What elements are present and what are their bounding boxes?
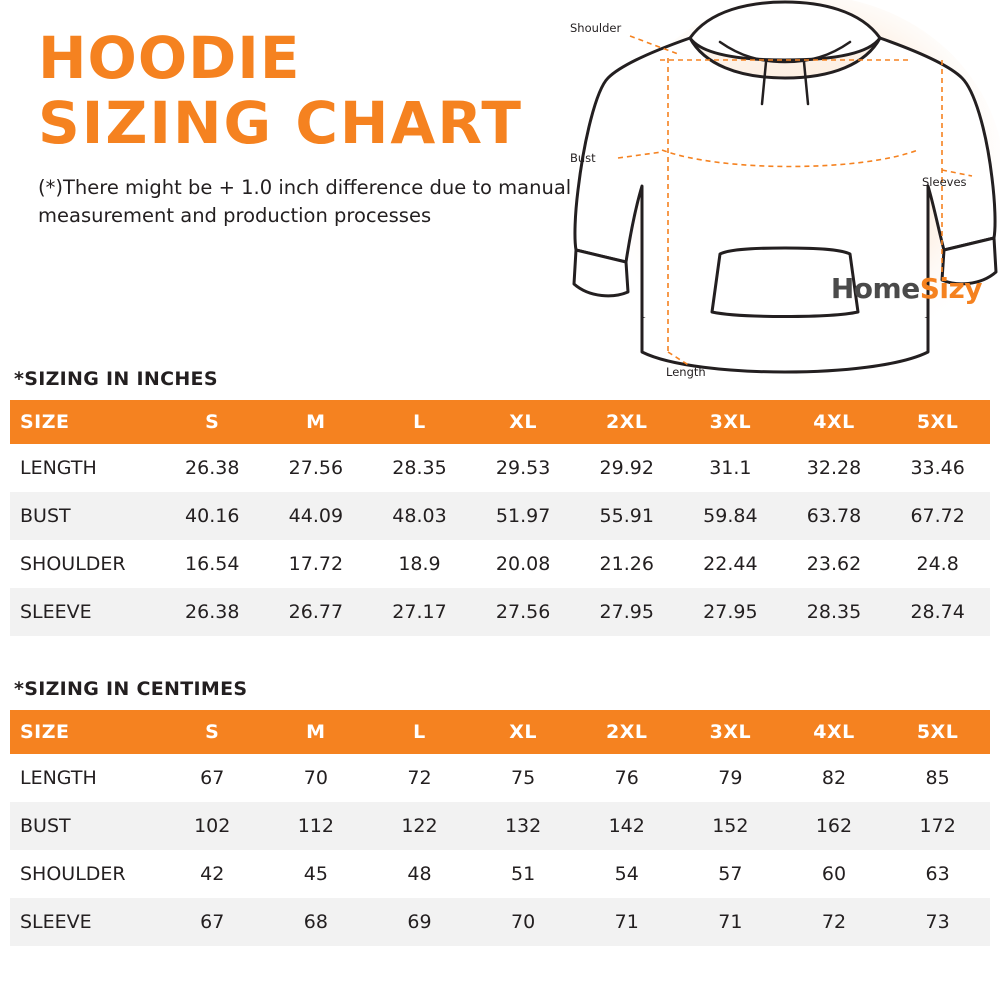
header-4xl: 4XL	[783, 710, 887, 754]
cell-shoulder-m: 17.72	[288, 553, 344, 575]
cell-length-3xl: 31.1	[709, 457, 752, 479]
header-2xl: 2XL	[575, 710, 679, 754]
cell-bust-4xl: 63.78	[806, 505, 862, 527]
cell-bust-xl: 132	[504, 815, 542, 837]
cell-bust-s: 40.16	[185, 505, 240, 527]
header-3xl: 3XL	[679, 400, 783, 444]
label-sleeves: Sleeves	[922, 175, 967, 189]
header-size: SIZE	[10, 710, 161, 754]
section-label-centimes: *SIZING IN CENTIMES	[14, 678, 248, 700]
cell-shoulder-4xl: 23.62	[806, 553, 862, 575]
table-header-row	[10, 400, 990, 444]
cell-length-l: 28.35	[392, 457, 447, 479]
header-m: M	[265, 710, 369, 754]
row-label-bust: BUST	[20, 505, 71, 527]
cell-length-3xl: 79	[718, 767, 743, 789]
page-title-line-2: SIZING CHART	[38, 88, 523, 157]
cell-length-l: 72	[407, 767, 432, 789]
row-label-shoulder: SHOULDER	[20, 863, 126, 885]
header-3xl: 3XL	[679, 710, 783, 754]
header-xl: XL	[472, 710, 576, 754]
brand-logo	[831, 272, 982, 305]
cell-bust-3xl: 152	[712, 815, 749, 837]
sizing-table-inches	[10, 400, 990, 636]
table-row	[10, 540, 990, 588]
cell-length-4xl: 82	[821, 767, 847, 789]
cell-bust-2xl: 55.91	[599, 505, 654, 527]
cell-shoulder-4xl: 60	[821, 863, 847, 885]
cell-length-5xl: 33.46	[910, 457, 965, 479]
header-s: S	[161, 710, 265, 754]
cell-sleeve-s: 67	[200, 911, 225, 933]
cell-length-2xl: 29.92	[599, 457, 654, 479]
cell-bust-m: 112	[297, 815, 334, 837]
header-s: S	[161, 400, 265, 444]
cell-bust-s: 102	[194, 815, 231, 837]
cell-bust-4xl: 162	[815, 815, 853, 837]
cell-sleeve-4xl: 28.35	[806, 601, 862, 623]
cell-sleeve-5xl: 28.74	[910, 601, 965, 623]
cell-sleeve-l: 69	[407, 911, 432, 933]
header-xl: XL	[472, 400, 576, 444]
cell-bust-2xl: 142	[608, 815, 645, 837]
cell-sleeve-xl: 70	[511, 911, 536, 933]
cell-sleeve-3xl: 71	[718, 911, 743, 933]
cell-shoulder-s: 42	[200, 863, 225, 885]
brand-name-part2: Sizy	[919, 272, 982, 305]
cell-shoulder-3xl: 57	[718, 863, 743, 885]
label-bust: Bust	[570, 151, 596, 165]
row-label-sleeve: SLEEVE	[20, 911, 92, 933]
cell-bust-5xl: 67.72	[910, 505, 965, 527]
header-2xl: 2XL	[575, 400, 679, 444]
cell-length-m: 27.56	[288, 457, 344, 479]
header-m: M	[265, 400, 369, 444]
cell-length-xl: 75	[511, 767, 536, 789]
cell-bust-5xl: 172	[919, 815, 956, 837]
cell-shoulder-l: 48	[407, 863, 432, 885]
cell-length-m: 70	[303, 767, 328, 789]
table-inches	[10, 400, 990, 636]
row-label-shoulder: SHOULDER	[20, 553, 126, 575]
cell-sleeve-2xl: 27.95	[599, 601, 654, 623]
cell-shoulder-xl: 51	[511, 863, 536, 885]
table-centimes	[10, 710, 990, 946]
row-label-bust: BUST	[20, 815, 71, 837]
table-row	[10, 898, 990, 946]
header-5xl: 5XL	[886, 710, 990, 754]
cell-sleeve-l: 27.17	[392, 601, 447, 623]
cell-length-xl: 29.53	[495, 457, 551, 479]
row-label-sleeve: SLEEVE	[20, 601, 92, 623]
header-size: SIZE	[10, 400, 161, 444]
hoodie-diagram-svg	[570, 0, 1000, 390]
cell-shoulder-l: 18.9	[398, 553, 441, 575]
cell-bust-l: 122	[401, 815, 438, 837]
header-l: L	[368, 710, 472, 754]
cell-length-s: 26.38	[185, 457, 240, 479]
cell-shoulder-5xl: 63	[925, 863, 950, 885]
cell-shoulder-m: 45	[303, 863, 328, 885]
section-label-inches: *SIZING IN INCHES	[14, 368, 218, 390]
cell-length-s: 67	[200, 767, 225, 789]
hoodie-illustration	[570, 0, 1000, 390]
cell-sleeve-xl: 27.56	[495, 601, 551, 623]
cell-shoulder-xl: 20.08	[495, 553, 551, 575]
cell-shoulder-2xl: 21.26	[599, 553, 654, 575]
row-label-length: LENGTH	[20, 457, 97, 479]
table-header-row	[10, 710, 990, 754]
cell-sleeve-m: 68	[303, 911, 328, 933]
cell-sleeve-s: 26.38	[185, 601, 240, 623]
cell-shoulder-5xl: 24.8	[916, 553, 959, 575]
cell-shoulder-3xl: 22.44	[703, 553, 758, 575]
label-shoulder: Shoulder	[570, 21, 622, 35]
table-row	[10, 850, 990, 898]
cell-shoulder-s: 16.54	[185, 553, 240, 575]
title-block	[38, 24, 578, 230]
cell-length-2xl: 76	[614, 767, 639, 789]
header-4xl: 4XL	[783, 400, 887, 444]
table-row	[10, 754, 990, 802]
cell-length-4xl: 32.28	[806, 457, 862, 479]
cell-bust-m: 44.09	[288, 505, 344, 527]
cell-sleeve-4xl: 72	[821, 911, 847, 933]
header-5xl: 5XL	[886, 400, 990, 444]
table-row	[10, 588, 990, 636]
cell-sleeve-2xl: 71	[614, 911, 639, 933]
cell-sleeve-m: 26.77	[288, 601, 344, 623]
sizing-table-centimes	[10, 710, 990, 946]
header-l: L	[368, 400, 472, 444]
cell-sleeve-5xl: 73	[925, 911, 950, 933]
page-title-line-1: HOODIE	[38, 24, 301, 92]
header	[0, 0, 1000, 380]
cell-bust-3xl: 59.84	[703, 505, 758, 527]
table-row	[10, 802, 990, 850]
table-row	[10, 444, 990, 492]
table-row	[10, 492, 990, 540]
cell-shoulder-2xl: 54	[614, 863, 639, 885]
row-label-length: LENGTH	[20, 767, 97, 789]
label-length: Length	[666, 365, 706, 379]
cell-bust-l: 48.03	[392, 505, 447, 527]
cell-length-5xl: 85	[925, 767, 950, 789]
cell-sleeve-3xl: 27.95	[703, 601, 758, 623]
cell-bust-xl: 51.97	[495, 505, 551, 527]
brand-name-part1: Home	[830, 272, 920, 305]
disclaimer-text: (*)There might be + 1.0 inch difference due to manual measurement and production processes	[38, 175, 572, 228]
